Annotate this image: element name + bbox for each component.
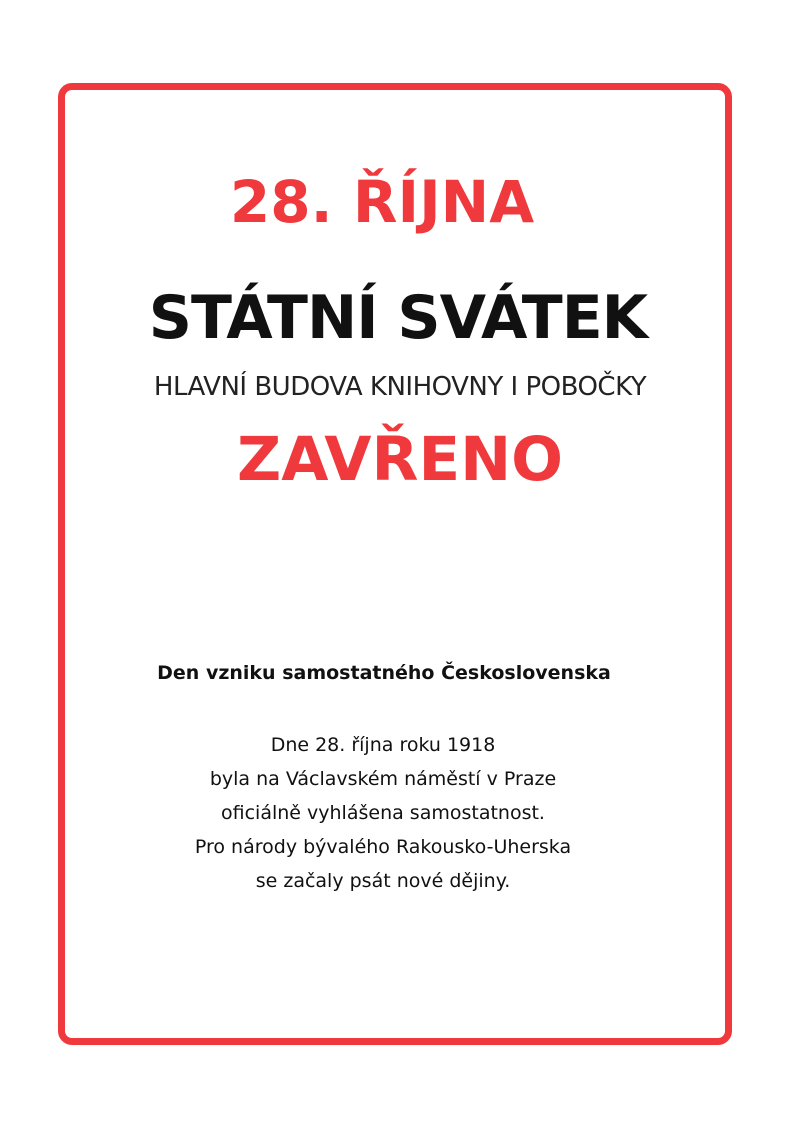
holiday-title: STÁTNÍ SVÁTEK <box>148 283 648 353</box>
paragraph-line: se začaly psát nové dějiny. <box>255 870 511 892</box>
paragraph-line: Dne 28. října roku 1918 <box>270 734 496 756</box>
date-heading: 28. ŘÍJNA <box>229 168 535 236</box>
paragraph-line: Pro národy bývalého Rakousko-Uherska <box>194 836 572 858</box>
history-paragraph <box>0 728 783 898</box>
building-notice: HLAVNÍ BUDOVA KNIHOVNY I POBOČKY <box>153 372 647 402</box>
paragraph-line: oficiálně vyhlášena samostatnost. <box>221 802 545 824</box>
occasion-subtitle: Den vzniku samostatného Československa <box>157 662 611 684</box>
paragraph-line: byla na Václavském náměstí v Praze <box>209 768 557 790</box>
closed-notice: ZAVŘENO <box>236 424 564 495</box>
